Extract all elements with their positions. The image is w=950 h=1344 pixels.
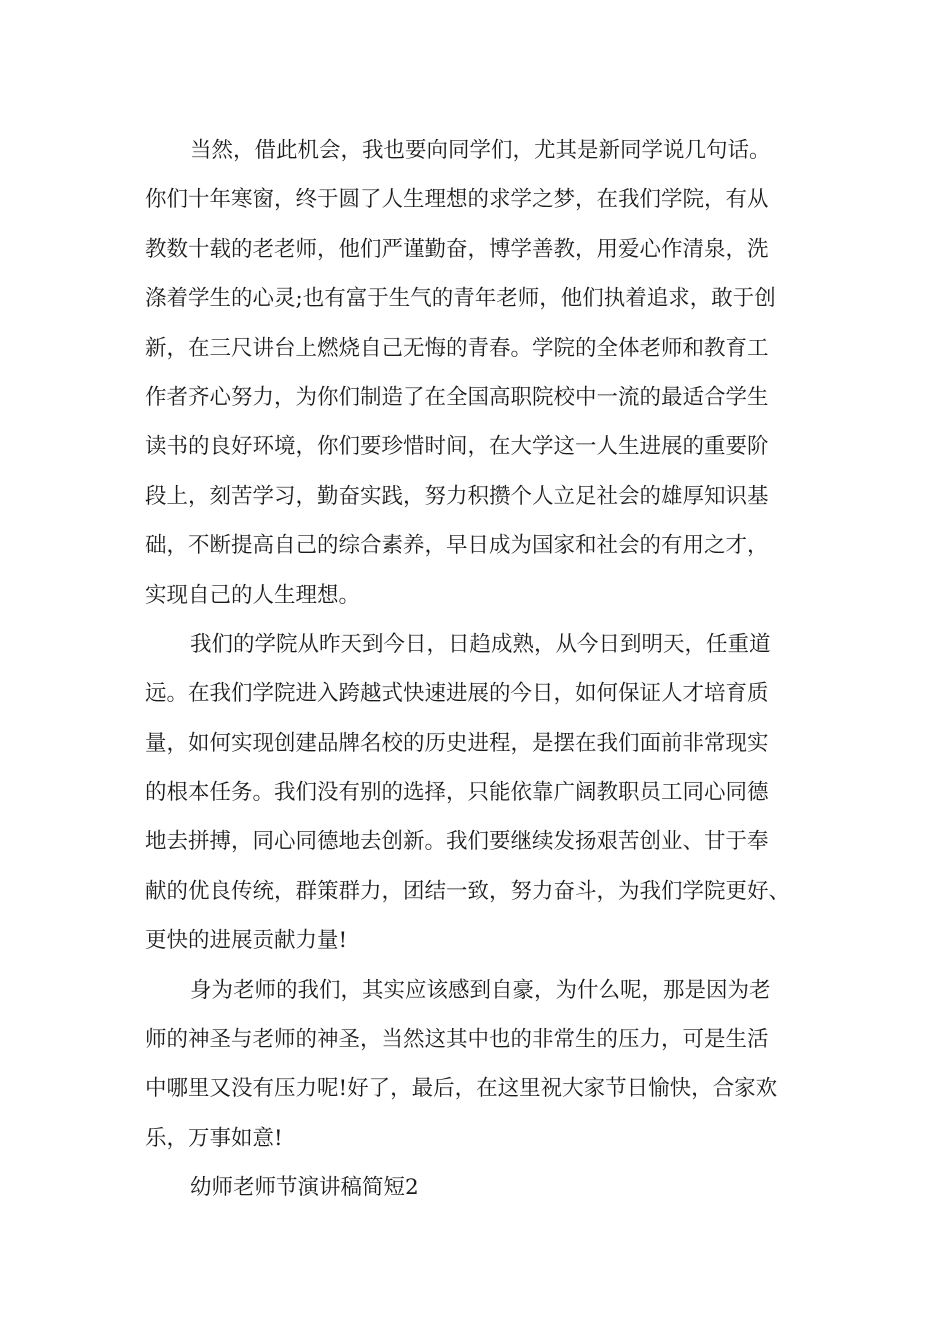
text-line: 读书的良好环境，你们要珍惜时间，在大学这一人生进展的重要阶: [145, 434, 769, 460]
text-line: 段上，刻苦学习，勤奋实践，努力积攒个人立足社会的雄厚知识基: [145, 483, 769, 509]
text-line: 新，在三尺讲台上燃烧自己无悔的青春。学院的全体老师和教育工: [145, 335, 769, 361]
text-line: 我们的学院从昨天到今日，日趋成熟，从今日到明天，任重道: [190, 631, 771, 657]
section-title: [145, 1163, 825, 1212]
section-title-text: 幼师老师节演讲稿简短2: [190, 1175, 419, 1201]
text-line: 涤着学生的心灵;也有富于生气的青年老师，他们执着追求，敢于创: [145, 286, 776, 312]
text-line: 乐，万事如意!: [145, 1125, 283, 1151]
text-line: 你们十年寒窗，终于圆了人生理想的求学之梦，在我们学院，有从: [145, 187, 769, 213]
text-line: 的根本任务。我们没有别的选择，只能依靠广阔教职员工同心同德: [145, 780, 769, 806]
text-line: 作者齐心努力，为你们制造了在全国高职院校中一流的最适合学生: [145, 384, 769, 410]
text-line: 地去拼搏，同心同德地去创新。我们要继续发扬艰苦创业、甘于奉: [145, 829, 769, 855]
text-line: 远。在我们学院进入跨越式快速进展的今日，如何保证人才培育质: [145, 681, 769, 707]
text-line: 献的优良传统，群策群力，团结一致，努力奋斗，为我们学院更好、: [145, 878, 791, 904]
document-body: [145, 126, 825, 1213]
paragraph-2: [145, 620, 825, 966]
text-line: 量，如何实现创建品牌名校的历史进程，是摆在我们面前非常现实: [145, 730, 769, 756]
text-line: 当然，借此机会，我也要向同学们，尤其是新同学说几句话。: [190, 138, 771, 163]
text-line: 教数十载的老老师，他们严谨勤奋，博学善教，用爱心作清泉，洗: [145, 236, 769, 262]
text-line: 中哪里又没有压力呢!好了，最后，在这里祝大家节日愉快，合家欢: [145, 1076, 778, 1102]
paragraph-3: [145, 966, 825, 1164]
text-line: 师的神圣与老师的神圣，当然这其中也的非常生的压力，可是生活: [145, 1027, 769, 1053]
text-line: 更快的进展贡献力量!: [145, 928, 348, 954]
text-line: 身为老师的我们，其实应该感到自豪，为什么呢，那是因为老: [190, 977, 771, 1003]
paragraph-1: [145, 126, 825, 620]
text-line: 实现自己的人生理想。: [145, 582, 361, 608]
text-line: 础，不断提高自己的综合素养，早日成为国家和社会的有用之才，: [145, 533, 769, 559]
